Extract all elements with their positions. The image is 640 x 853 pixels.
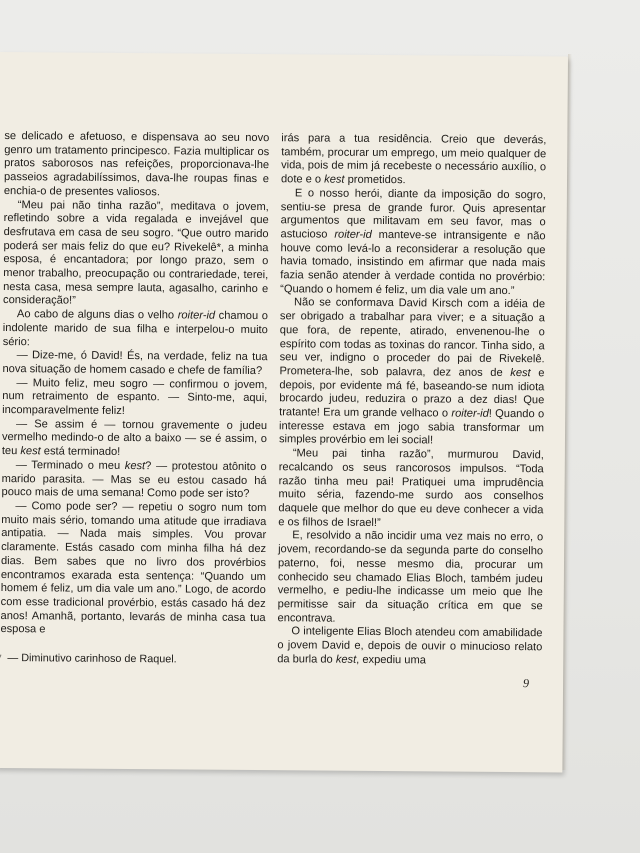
paragraph: “Meu pai tinha razão”, murmurou David, recalcando os seus rancorosos impulsos. “Toda razão tinha meu pai! Pratiquei uma imprudência muito séria, fazendo-me surdo aos conselhos daquele que melhor do que eu deve conhecer a vida e os filhos de Israel!”	[278, 447, 544, 529]
page-number: 9	[523, 676, 530, 691]
paragraph: — Como pode ser? — repetiu o sogro num tom muito mais sério, tomando uma atitude que irradiava antipatia. — Nada mais simples. Vou provar claramente. Estás casado com minha filha há dez dias. Bem sabes que no livro dos provérbios encontramos exarada esta sentença: “Quando um homem é feliz, um dia vale um ano.” Logo, de acordo com esse tradicional provérbio, estás casado há dez anos! Amanhã, portanto, levarás de minha casa tua esposa e	[0, 500, 267, 636]
paragraph: — Se assim é — tornou gravemente o judeu vermelho medindo-o de alto a baixo — se é assim, o teu kest está terminado!	[1, 417, 268, 459]
paragraph: — Muito feliz, meu sogro — confirmou o jovem, num retraimento de espanto. — Sinto-me, aqui, incomparavelmente feliz!	[2, 376, 268, 418]
paragraph: E o nosso herói, diante da imposição do sogro, sentiu-se presa de grande furor. Quis apresentar argumentos que militavam em seu favor, mas o astucioso roiter-id manteve-se intransigente e não houve como levá-lo a reconsiderar a resolução que havia tomado, insistindo em afirmar que nada mais fazia senão atender à verdade contida no provérbio: “Quando o homem é feliz, um dia vale um ano.”	[280, 187, 546, 297]
book-page	[0, 52, 568, 772]
paragraph: se delicado e afetuoso, e dispensava ao seu novo genro um tratamento principesco. Fazia multiplicar os pratos saborosos nas refeições, proporcionava-lhe passeios agradabilíssimos, dava-lhe roupas finas e enchia-o de presentes valiosos.	[3, 130, 270, 199]
paragraph: O inteligente Elias Bloch atendeu com amabilidade o jovem David e, depois de ouvir o minucioso relato da burla do kest, expediu uma	[277, 625, 543, 667]
footnote-mark	[0, 652, 1, 664]
paragraph: — Terminado o meu kest? — protestou atônito o marido parasita. — Mas se eu estou casado há pouco mais de uma semana! Como pode ser isto?	[1, 459, 267, 501]
footnote-text: — Diminutivo carinhoso de Raquel.	[7, 652, 177, 666]
paragraph: Ao cabo de alguns dias o velho roiter-id chamou o indolente marido de sua filha e interpelou-o muito sério:	[2, 308, 268, 348]
paragraph: irás para a tua residência. Creio que deverás, também, procurar um emprego, um meio qualquer de vida, pois de mim já recebeste o necessário auxílio, o dote e o kest prometidos.	[280, 132, 547, 187]
footnote	[0, 652, 297, 667]
paragraph: “Meu pai não tinha razão”, meditava o jovem, refletindo sobre a vida regalada e invejável que desfrutava em casa de seu sogro. “Que outro marido poderá ser mais feliz do que eu? Rivekelê*, a minha esposa, é encantadora; por longo prazo, sem o menor trabalho, preocupação ou contrariedade, terei, nesta casa, mesa sempre lauta, agasalho, carinho e consideração!”	[3, 198, 269, 308]
paragraph: — Dize-me, ó David! És, na verdade, feliz na tua nova situação de homem casado e chefe de família?	[2, 349, 268, 378]
paragraph: Não se conformava David Kirsch com a idéia de ser obrigado a trabalhar para viver; e a situação a que fora, de repente, atirado, envenenou-lhe o espírito com todas as toxinas do rancor. Tinha sido, a seu ver, indigno o proceder do pai de Rivekelê. Prometera-lhe, sob palavra, dez anos de kest e depois, por evidente má fé, baseando-se num idiota brocardo judeu, reduzira o prazo a dez dias! Que tratante! Era um grande velhaco o roiter-id! Quando o interesse estava em jogo sabia transformar um simples provérbio em lei social!	[278, 296, 546, 447]
right-text-column	[277, 132, 546, 668]
left-text-column	[0, 130, 269, 639]
paragraph: E, resolvido a não incidir uma vez mais no erro, o jovem, recordando-se da segunda parte do conselho paterno, foi, nesse mesmo dia, procurar um conhecido seu chamado Elias Bloch, também judeu vermelho, e pediu-lhe indicasse um meio que lhe permitisse sair da situação crítica em que se encontrava.	[277, 529, 544, 625]
